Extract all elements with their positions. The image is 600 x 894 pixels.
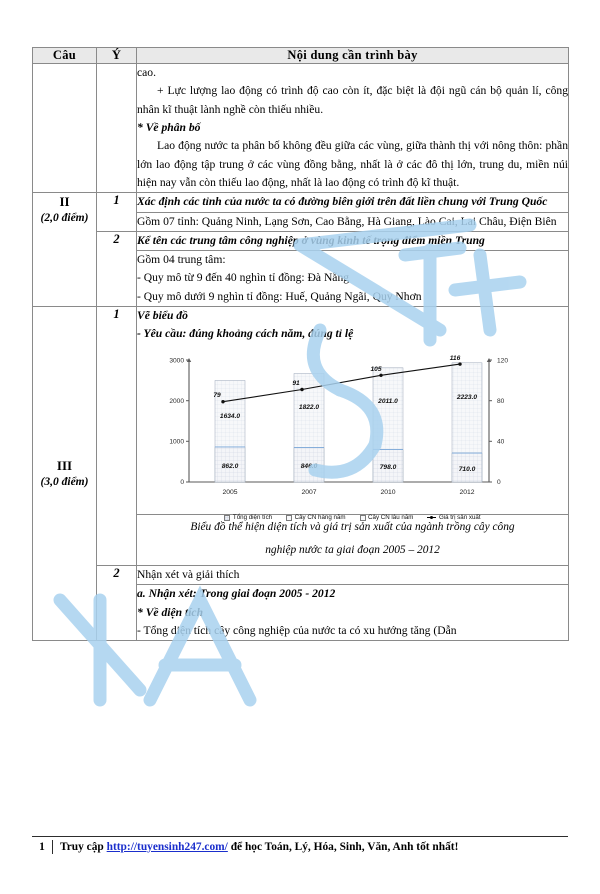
cau-iii-numeral: III bbox=[56, 458, 73, 474]
point-value-label: 116 bbox=[449, 354, 460, 362]
bar-group-2012 bbox=[452, 362, 482, 481]
cau-ii bbox=[33, 193, 97, 307]
table-header-row bbox=[33, 48, 569, 64]
tick-label: 2000 bbox=[168, 397, 184, 405]
text-line: - Yêu cầu: đúng khoảng cách năm, đúng tỉ lệ bbox=[137, 327, 354, 341]
chart-y-right-ticks bbox=[497, 357, 508, 486]
bar-value-label: 2011.0 bbox=[377, 397, 398, 405]
y-iii-2: 2 bbox=[97, 565, 137, 640]
chart-legend bbox=[153, 513, 553, 523]
cau-empty bbox=[33, 64, 97, 193]
legend-item-lau-nam bbox=[360, 513, 414, 523]
tick-label: 120 bbox=[496, 357, 508, 365]
text-line: Gồm 07 tỉnh: Quảng Ninh, Lạng Sơn, Cao Bằng, Hà Giang, Lào Cai, Lai Châu, Điện Biên bbox=[137, 214, 557, 228]
table-row bbox=[33, 231, 569, 250]
text-subhead: * Về phân bố bbox=[137, 120, 201, 134]
tick-label: 2007 bbox=[300, 488, 317, 496]
chart-labels-lau-nam bbox=[219, 394, 477, 420]
tick-label: 2012 bbox=[458, 488, 475, 496]
table-row bbox=[33, 565, 569, 584]
tick-label: 1000 bbox=[168, 438, 184, 446]
chart-x-ticks bbox=[222, 489, 474, 496]
content-iii-2-question bbox=[137, 565, 569, 584]
chart-y-left-ticks bbox=[169, 357, 184, 486]
cau-iii-points: (3,0 điểm) bbox=[40, 475, 89, 488]
tick-label: 2010 bbox=[379, 488, 396, 496]
y-iii-1: 1 bbox=[97, 307, 137, 566]
page-footer bbox=[32, 836, 568, 854]
cau-ii-points: (2,0 điểm) bbox=[40, 211, 89, 224]
footer-row bbox=[32, 837, 568, 854]
footer-text-after: để học Toán, Lý, Hóa, Sinh, Văn, Anh tốt nhất! bbox=[230, 841, 459, 853]
tick-label: 0 bbox=[496, 478, 501, 486]
tick-label: 2005 bbox=[221, 488, 238, 496]
answer-table bbox=[32, 47, 569, 641]
content-iii-2-answer bbox=[137, 585, 569, 641]
text-line: cao. bbox=[137, 66, 156, 79]
tick-label: 3000 bbox=[168, 357, 184, 365]
chart-figure bbox=[153, 352, 553, 521]
header-y: Ý bbox=[97, 48, 137, 64]
table-row bbox=[33, 307, 569, 515]
legend-item-hang-nam bbox=[286, 513, 345, 523]
text-line: Gồm 04 trung tâm: bbox=[137, 253, 226, 267]
page-number: 1 bbox=[39, 841, 45, 853]
bar-value-label: 1634.0 bbox=[219, 412, 240, 420]
content-iii-1-chart bbox=[137, 307, 569, 521]
y-empty bbox=[97, 64, 137, 193]
chart-caption-line-1: Biểu đồ thể hiện diện tích và giá trị sản xuất của ngành trồng cây công bbox=[190, 520, 515, 533]
legend-line-marker-icon bbox=[427, 517, 436, 518]
content-ii-1-answer bbox=[137, 212, 569, 231]
chart-caption-line-2: nghiệp nước ta giai đoạn 2005 – 2012 bbox=[265, 543, 440, 556]
text-line: - Tổng diện tích cây công nghiệp của nước ta có xu hướng tăng (Dẫn bbox=[137, 623, 457, 637]
bar-value-label: 710.0 bbox=[458, 465, 475, 473]
bar-value-label: 846.0 bbox=[300, 462, 317, 470]
chart-labels-gia-tri bbox=[213, 355, 460, 399]
point-value-label: 105 bbox=[369, 365, 382, 373]
content-ii-2-question bbox=[137, 231, 569, 250]
legend-item-gia-tri-san-xuat bbox=[427, 513, 480, 523]
content-continuation bbox=[137, 64, 569, 193]
text-line: Nhận xét và giải thích bbox=[137, 567, 240, 581]
header-noidung: Nội dung cần trình bày bbox=[137, 48, 569, 64]
content-ii-1-question bbox=[137, 193, 569, 212]
point-value-label: 91 bbox=[291, 379, 300, 387]
series-line-gia-tri-san-xuat bbox=[221, 362, 461, 403]
text-line: Vẽ biểu đồ bbox=[137, 309, 188, 323]
legend-item-tong-dien-tich bbox=[224, 513, 272, 523]
chart-labels-hang-nam bbox=[221, 463, 475, 473]
legend-label: Giá trị sản xuất bbox=[438, 513, 481, 521]
content-ii-2-answer bbox=[137, 251, 569, 307]
text-line: - Quy mô từ 9 đến 40 nghìn tỉ đồng: Đà Nẵng bbox=[137, 271, 350, 285]
header-cau: Câu bbox=[33, 48, 97, 64]
text-line: Kể tên các trung tâm công nghiệp ở vùng kinh tế trọng điểm miền Trung bbox=[137, 233, 485, 247]
legend-swatch-icon bbox=[224, 515, 230, 521]
tuyensinh247-link[interactable]: http://tuyensinh247.com/ bbox=[106, 841, 228, 853]
text-line: Xác định các tỉnh của nước ta có đường biên giới trên đất liền chung với Trung Quốc bbox=[137, 195, 548, 209]
cau-iii bbox=[33, 307, 97, 641]
bar-value-label: 1822.0 bbox=[298, 403, 319, 411]
footer-text-before: Truy cập bbox=[60, 841, 104, 853]
footer-separator bbox=[52, 840, 53, 854]
y-ii-2: 2 bbox=[97, 231, 137, 306]
legend-label: Tổng diện tích bbox=[232, 513, 273, 521]
bar-value-label: 862.0 bbox=[221, 462, 238, 470]
legend-label: Cây CN hàng năm bbox=[294, 513, 346, 521]
text-line: a. Nhận xét: Trong giai đoạn 2005 - 2012 bbox=[137, 587, 336, 601]
text-line: - Quy mô dưới 9 nghìn tỉ đồng: Huế, Quảng Ngãi, Quy Nhơn bbox=[137, 289, 422, 303]
text-line: * Về diện tích bbox=[137, 605, 204, 619]
legend-label: Cây CN lâu năm bbox=[368, 513, 414, 521]
table-row bbox=[33, 64, 569, 193]
tick-label: 40 bbox=[496, 438, 504, 446]
text-line: Lao động nước ta phân bố không đều giữa các vùng, giữa thành thị với nông thôn: phần lớn lao động tập trung ở các vùng đồng bằng, nhất là ở các đô thị lớn, trung du, miền núi hiện nay vẫn còn thiếu lao động, nhất là lao động có trình độ kĩ thuật. bbox=[137, 139, 568, 189]
bar-value-label: 798.0 bbox=[379, 463, 396, 471]
tick-label: 80 bbox=[496, 397, 504, 405]
tick-label: 0 bbox=[179, 478, 184, 486]
table-row bbox=[33, 193, 569, 212]
legend-swatch-icon bbox=[286, 515, 292, 521]
y-ii-1: 1 bbox=[97, 193, 137, 232]
cau-ii-numeral: II bbox=[59, 194, 70, 210]
bar-value-label: 2223.0 bbox=[456, 393, 477, 401]
text-line: + Lực lượng lao động có trình độ cao còn ít, đặc biệt là đội ngũ cán bộ quản lí, công nhân kĩ thuật lành nghề còn thiếu nhiều. bbox=[137, 84, 568, 116]
combo-chart bbox=[153, 352, 553, 512]
point-value-label: 79 bbox=[212, 391, 221, 399]
legend-swatch-icon bbox=[360, 515, 366, 521]
